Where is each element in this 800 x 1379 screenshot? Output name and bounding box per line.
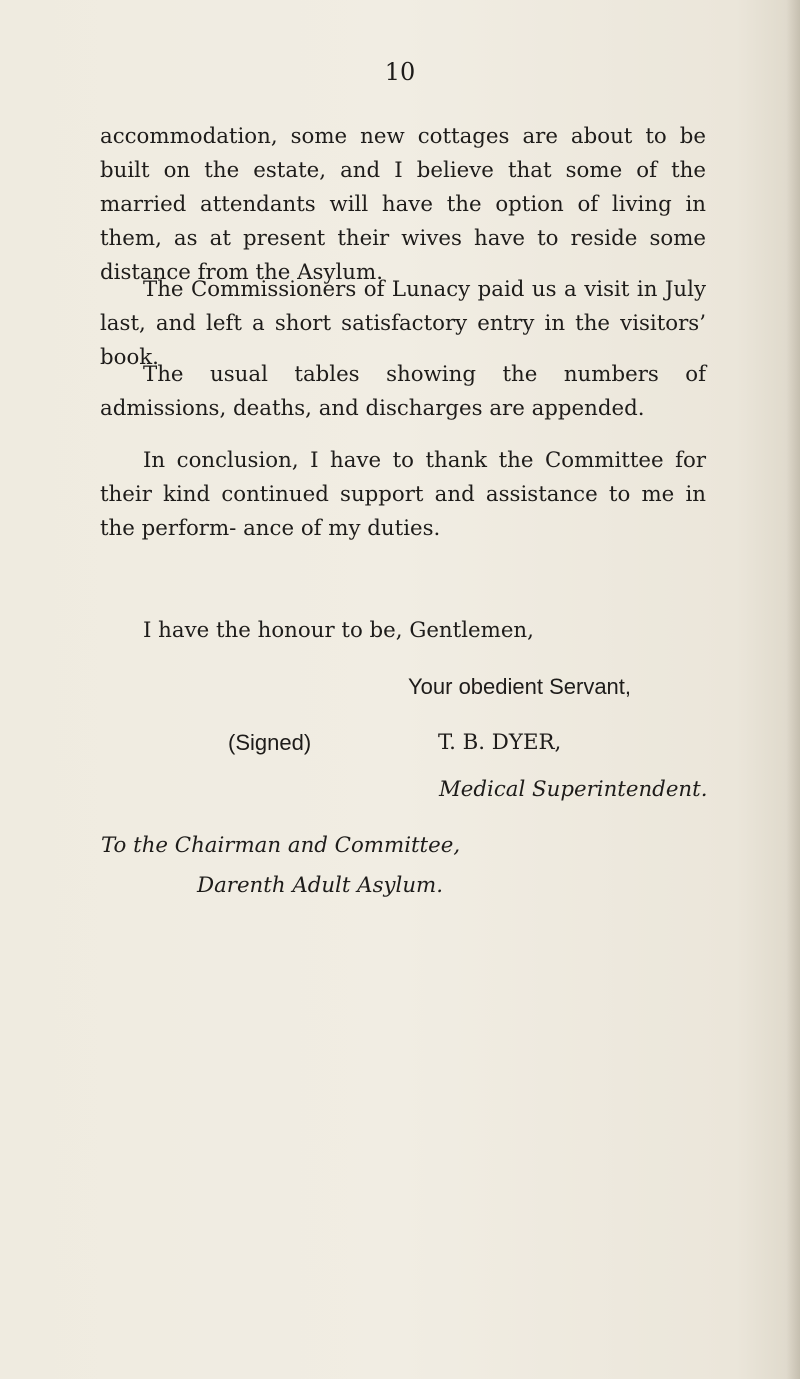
address-institution: Darenth Adult Asylum. — [197, 873, 444, 898]
page-edge-shadow — [786, 0, 800, 1379]
paragraph-commissioners: The Commissioners of Lunacy paid us a visit in July last, and left a short satisfactory entry in the visitors’ book. — [100, 277, 706, 370]
page-number: 10 — [384, 58, 416, 86]
signed-label: (Signed) — [228, 730, 312, 755]
signatory-name: T. B. DYER, — [438, 730, 562, 755]
closing-honour: I have the honour to be, Gentlemen, — [143, 618, 534, 643]
signatory-title: Medical Superintendent. — [439, 777, 708, 802]
paragraph-cottages: accommodation, some new cottages are about to be built on the estate, and I believe that some of the married attendants will have the option of living in them, as at present their wives have to reside some distance from the Asylum. — [100, 124, 706, 285]
closing-servant: Your obedient Servant, — [408, 674, 632, 699]
paragraph-tables: The usual tables showing the numbers of admissions, deaths, and discharges are appended. — [100, 362, 706, 421]
address-recipient: To the Chairman and Committee, — [101, 833, 461, 858]
paragraph-conclusion: In conclusion, I have to thank the Committee for their kind continued support and assistance to me in the perform- ance of my duties. — [100, 448, 706, 541]
